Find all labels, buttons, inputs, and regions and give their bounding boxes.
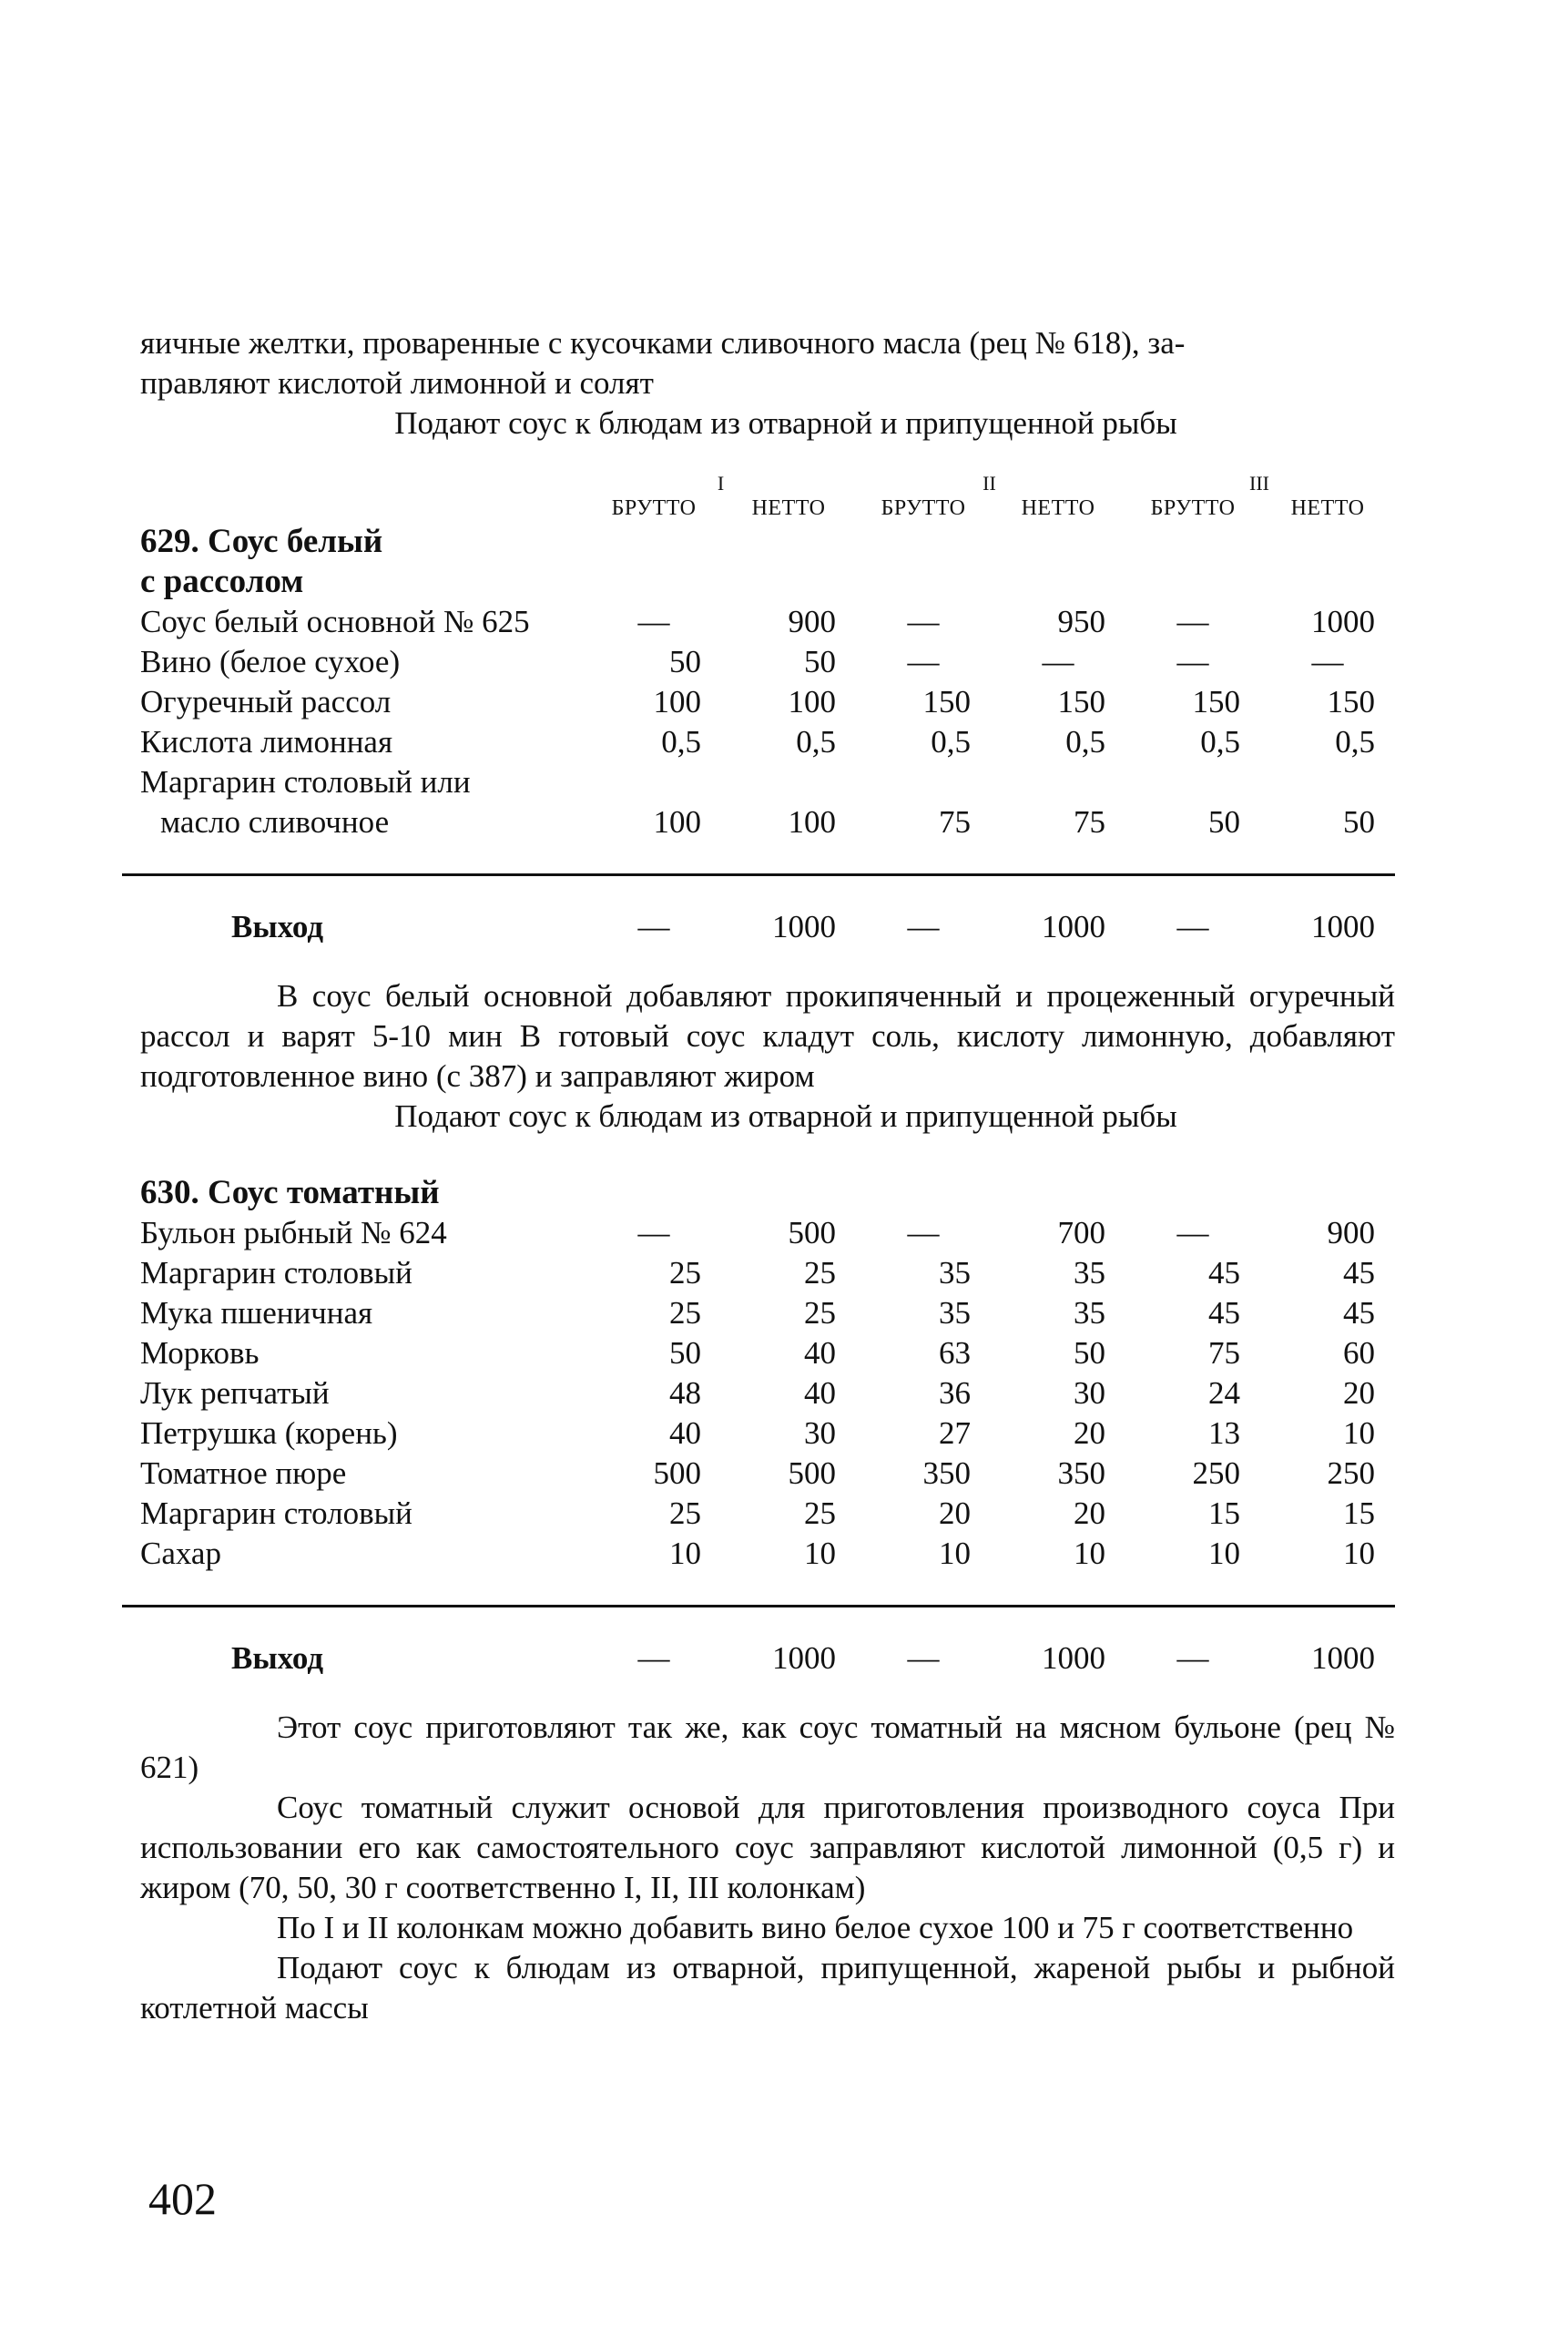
header-brutto: БРУТТО [611,496,697,520]
ingredient-name: Вино (белое сухое) [140,644,401,679]
table-row [140,762,1395,802]
value-cell: 10 [939,1536,971,1571]
value-cell: 500 [788,1215,836,1250]
value-cell [991,762,1125,802]
value-cell: 0,5 [661,724,701,760]
table-row [140,1454,1395,1494]
value-cell: 100 [788,804,836,840]
value-cell: 1000 [772,1640,836,1676]
recipe-630-paragraph-1: Этот соус приготовляют так же, как соус томатный на мясном бульоне (рец № 621) [140,1709,1395,1785]
value-cell: 25 [669,1255,701,1291]
value-cell: 150 [1057,684,1105,719]
value-cell: — [1176,1215,1209,1250]
table-row [140,1253,1395,1293]
value-cell: 50 [804,644,836,679]
ingredient-name: Бульон рыбный № 624 [140,1215,447,1250]
value-cell: 75 [939,804,971,840]
column-group-1: I [717,472,725,495]
value-cell: 15 [1208,1495,1240,1531]
value-cell: 36 [939,1375,971,1411]
recipe-629-title: 629. Соус белый [140,523,383,560]
ingredient-name: Лук репчатый [140,1375,330,1411]
recipe-630-paragraph-2: Соус томатный служит основой для приготовления производного соуса При использовании его как самостоятельного соус заправляют кислотой лимонной (0,5 г) и жиром (70, 50, 30 г соответственно I, II, III колонкам) [140,1790,1395,1905]
value-cell: — [637,1640,670,1676]
recipe-630-paragraph-3: По I и II колонкам можно добавить вино белое сухое 100 и 75 г соответственно [277,1910,1354,1945]
value-cell: 10 [1343,1415,1375,1451]
value-cell: 900 [788,604,836,639]
value-cell: 950 [1057,604,1105,639]
value-cell: — [907,1215,940,1250]
value-cell: 900 [1327,1215,1375,1250]
value-cell: 0,5 [796,724,836,760]
value-cell: 10 [804,1536,836,1571]
value-cell: 30 [804,1415,836,1451]
recipe-629-serve-note: Подают соус к блюдам из отварной и припущенной рыбы [394,1098,1177,1134]
value-cell: — [637,604,670,639]
value-cell: 250 [1192,1455,1240,1491]
ingredient-name: Морковь [140,1335,260,1371]
value-cell: — [1311,644,1344,679]
value-cell: 30 [1074,1375,1105,1411]
ingredient-name: Кислота лимонная [140,724,393,760]
value-cell: 13 [1208,1415,1240,1451]
value-cell: 20 [1074,1415,1105,1451]
yield-label: Выход [231,1640,324,1676]
value-cell [586,762,721,802]
table-row [140,682,1395,722]
table-row [140,642,1395,682]
value-cell: — [907,1640,940,1676]
value-cell: 25 [804,1295,836,1331]
value-cell: 1000 [1311,909,1375,944]
ingredient-name: Маргарин столовый [140,1255,412,1291]
ingredient-name: Томатное пюре [140,1455,347,1491]
value-cell: 75 [1074,804,1105,840]
ingredient-name: Петрушка (корень) [140,1415,398,1451]
value-cell: 60 [1343,1335,1375,1371]
value-cell: 250 [1327,1455,1375,1491]
ingredient-name: Соус белый основной № 625 [140,604,530,639]
value-cell: 500 [788,1455,836,1491]
ingredient-name: Маргарин столовый [140,1495,412,1531]
ingredient-name: масло сливочное [160,804,390,840]
yield-label: Выход [231,909,324,944]
value-cell: 75 [1208,1335,1240,1371]
value-cell: — [1176,644,1209,679]
ingredient-name: Сахар [140,1536,221,1571]
value-cell: 50 [1074,1335,1105,1371]
recipe-630-paragraph-4: Подают соус к блюдам из отварной, припущенной, жареной рыбы и рыбной котлетной массы [140,1950,1395,2026]
value-cell: 100 [653,684,701,719]
table-row [140,1413,1395,1454]
value-cell: 1000 [1311,1640,1375,1676]
value-cell: 50 [669,1335,701,1371]
value-cell: 0,5 [1200,724,1240,760]
value-cell: 25 [804,1255,836,1291]
value-cell: 25 [669,1295,701,1331]
table-row [140,1333,1395,1373]
value-cell: 63 [939,1335,971,1371]
header-netto: НЕТТО [751,496,826,520]
value-cell: — [1176,1640,1209,1676]
value-cell: 25 [669,1495,701,1531]
page-number: 402 [148,2173,217,2224]
value-cell: 40 [669,1415,701,1451]
recipe-630-title: 630. Соус томатный [140,1174,440,1211]
ingredient-name: Маргарин столовый или [140,764,471,800]
yield-row [140,907,1395,947]
recipe-630-table [140,1213,1395,1574]
value-cell: — [907,909,940,944]
value-cell: 350 [922,1455,971,1491]
column-group-2: II [983,472,996,495]
recipe-629-title-cont: с рассолом [140,563,304,600]
header-netto: НЕТТО [1021,496,1095,520]
value-cell: 700 [1057,1215,1105,1250]
value-cell: 10 [1343,1536,1375,1571]
value-cell: 45 [1208,1295,1240,1331]
value-cell: 150 [1327,684,1375,719]
table-row [140,602,1395,642]
value-cell: 100 [788,684,836,719]
value-cell: — [907,604,940,639]
recipe-629-table [140,602,1395,842]
value-cell: 27 [939,1415,971,1451]
value-cell: — [1042,644,1074,679]
value-cell: 50 [669,644,701,679]
value-cell: 24 [1208,1375,1240,1411]
intro-serve-note: Подают соус к блюдам из отварной и припущенной рыбы [394,405,1177,441]
value-cell: 10 [1074,1536,1105,1571]
header-brutto: БРУТТО [881,496,966,520]
value-cell: 48 [669,1375,701,1411]
intro-line-1: яичные желтки, проваренные с кусочками сливочного масла (рец № 618), за- [140,325,1186,361]
value-cell: 50 [1208,804,1240,840]
value-cell [721,762,856,802]
value-cell: — [907,644,940,679]
value-cell: 45 [1208,1255,1240,1291]
value-cell: 40 [804,1375,836,1411]
header-netto: НЕТТО [1290,496,1365,520]
column-header [140,495,1395,522]
value-cell: — [1176,604,1209,639]
value-cell: 150 [1192,684,1240,719]
value-cell: 35 [1074,1295,1105,1331]
value-cell: 10 [669,1536,701,1571]
value-cell: — [637,1215,670,1250]
yield-row [140,1638,1395,1679]
header-brutto: БРУТТО [1150,496,1236,520]
value-cell: 0,5 [1065,724,1105,760]
value-cell: — [1176,909,1209,944]
value-cell: 35 [1074,1255,1105,1291]
divider [122,1605,1395,1607]
value-cell: 35 [939,1255,971,1291]
table-row [140,1534,1395,1574]
page-content [140,323,1395,2028]
value-cell: 10 [1208,1536,1240,1571]
value-cell: 150 [922,684,971,719]
table-row [140,1373,1395,1413]
column-group-3: III [1249,472,1269,495]
ingredient-name: Огуречный рассол [140,684,392,719]
table-row [140,722,1395,762]
value-cell: 15 [1343,1495,1375,1531]
value-cell: 25 [804,1495,836,1531]
table-row [140,802,1395,842]
value-cell [1125,762,1260,802]
value-cell: 45 [1343,1255,1375,1291]
value-cell: 20 [1343,1375,1375,1411]
divider [122,873,1395,876]
table-row [140,1213,1395,1253]
value-cell: 20 [1074,1495,1105,1531]
value-cell: 35 [939,1295,971,1331]
value-cell: 45 [1343,1295,1375,1331]
value-cell: 40 [804,1335,836,1371]
value-cell: 1000 [1042,1640,1105,1676]
value-cell: 100 [653,804,701,840]
value-cell: 50 [1343,804,1375,840]
value-cell: 1000 [1311,604,1375,639]
value-cell: 1000 [1042,909,1105,944]
ingredient-name: Мука пшеничная [140,1295,373,1331]
column-group-header [140,473,1395,495]
value-cell: 1000 [772,909,836,944]
table-row [140,1494,1395,1534]
intro-line-2: правляют кислотой лимонной и солят [140,365,654,401]
value-cell: 500 [653,1455,701,1491]
value-cell [856,762,991,802]
value-cell: — [637,909,670,944]
value-cell: 0,5 [931,724,971,760]
recipe-629-description: В соус белый основной добавляют прокипяченный и процеженный огуречный рассол и варят 5-10 мин В готовый соус кладут соль, кислоту лимонную, добавляют подготовленное вино (с 387) и заправляют жиром [140,978,1395,1094]
value-cell [1260,762,1395,802]
value-cell: 350 [1057,1455,1105,1491]
value-cell: 20 [939,1495,971,1531]
table-row [140,1293,1395,1333]
value-cell: 0,5 [1335,724,1375,760]
